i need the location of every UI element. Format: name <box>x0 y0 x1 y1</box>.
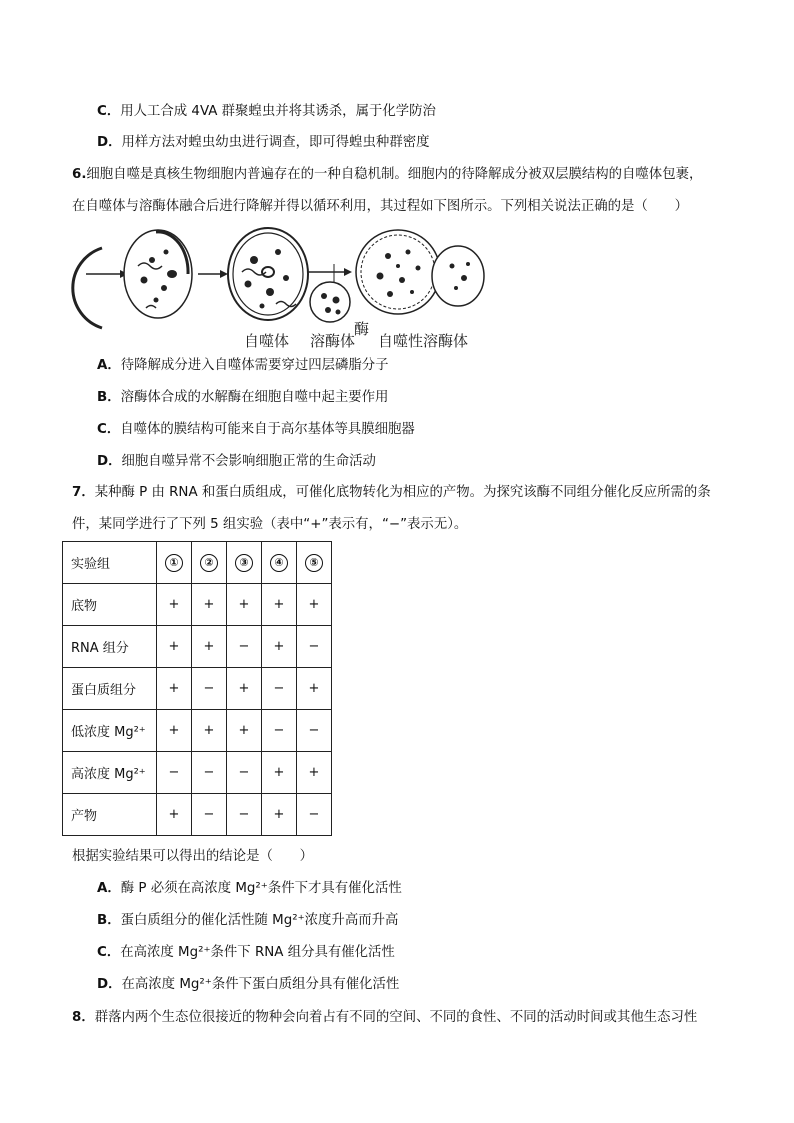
option-letter: A． <box>97 881 121 896</box>
group-header: ② <box>192 542 227 584</box>
row-label: 产物 <box>63 794 157 836</box>
table-row <box>63 752 332 794</box>
table-cell: − <box>192 668 227 710</box>
table-cell: − <box>227 626 262 668</box>
experiment-table <box>62 541 332 836</box>
table-cell: + <box>192 710 227 752</box>
question-number: 7． <box>72 485 95 500</box>
table-header-row <box>63 542 332 584</box>
question-8-line1 <box>72 1009 697 1027</box>
option-letter: C． <box>97 104 121 119</box>
row-label: 蛋白质组分 <box>63 668 157 710</box>
table-cell: + <box>227 710 262 752</box>
table-cell: + <box>192 626 227 668</box>
question-number: 6. <box>72 167 87 182</box>
table-cell: − <box>192 752 227 794</box>
table-cell: − <box>227 794 262 836</box>
option-text: 在高浓度 Mg²⁺条件下蛋白质组分具有催化活性 <box>121 977 400 992</box>
table-cell: + <box>157 626 192 668</box>
q6-option-b <box>97 389 388 407</box>
q6-option-d <box>97 453 376 471</box>
table-cell: + <box>227 668 262 710</box>
table-cell: + <box>262 794 297 836</box>
option-c-prev <box>97 103 436 121</box>
table-cell: + <box>297 584 332 626</box>
group-header: ③ <box>227 542 262 584</box>
option-letter: C． <box>97 422 121 437</box>
table-cell: + <box>157 794 192 836</box>
group-header: ① <box>157 542 192 584</box>
question-7-line2: 件，某同学进行了下列 5 组实验（表中“+”表示有，“−”表示无）。 <box>72 517 468 532</box>
label-autolysosome: 自噬性溶酶体 <box>378 332 469 350</box>
header-label: 实验组 <box>63 542 157 584</box>
label-autophagosome: 自噬体 <box>244 332 290 350</box>
table-cell: − <box>157 752 192 794</box>
question-number: 8． <box>72 1010 95 1025</box>
table-cell: + <box>262 584 297 626</box>
question-7-line1 <box>72 484 711 502</box>
option-letter: C． <box>97 945 121 960</box>
table-cell: + <box>262 752 297 794</box>
table-cell: + <box>157 710 192 752</box>
autophagy-diagram <box>68 222 488 356</box>
isolation-membrane-shape <box>73 248 102 328</box>
label-lysosome: 溶酶体 <box>310 332 356 350</box>
table-row <box>63 794 332 836</box>
table-cell: − <box>227 752 262 794</box>
table-cell: + <box>262 626 297 668</box>
table-row <box>63 626 332 668</box>
forming-autophagosome-shape <box>124 230 192 318</box>
option-text: 用人工合成 4VA 群聚蝗虫并将其诱杀，属于化学防治 <box>120 104 436 119</box>
table-cell: + <box>157 584 192 626</box>
option-letter: A． <box>97 358 121 373</box>
question-text: 群落内两个生态位很接近的物种会向着占有不同的空间、不同的食性、不同的活动时间或其他生态习性 <box>94 1010 698 1025</box>
option-text: 酶 P 必须在高浓度 Mg²⁺条件下才具有催化活性 <box>120 881 402 896</box>
question-6-line1 <box>72 166 702 184</box>
row-label: 高浓度 Mg²⁺ <box>63 752 157 794</box>
label-enzyme: 酶 <box>354 320 370 338</box>
row-label: 低浓度 Mg²⁺ <box>63 710 157 752</box>
table-cell: + <box>192 584 227 626</box>
table-cell: + <box>297 752 332 794</box>
table-cell: + <box>227 584 262 626</box>
q6-option-a <box>97 357 389 375</box>
table-cell: + <box>157 668 192 710</box>
option-text: 待降解成分进入自噬体需要穿过四层磷脂分子 <box>120 358 389 373</box>
q6-option-c <box>97 421 415 439</box>
option-text: 在高浓度 Mg²⁺条件下 RNA 组分具有催化活性 <box>120 945 395 960</box>
row-label: RNA 组分 <box>63 626 157 668</box>
option-letter: D． <box>97 135 122 150</box>
lysosome-shape <box>310 282 350 322</box>
q7-option-a <box>97 880 402 898</box>
option-letter: B． <box>97 913 121 928</box>
row-label: 底物 <box>63 584 157 626</box>
group-header: ⑤ <box>297 542 332 584</box>
question-6-line2: 在自噬体与溶酶体融合后进行降解并得以循环利用，其过程如下图所示。下列相关说法正确的是（ ） <box>72 199 688 214</box>
question-text: 某种酶 P 由 RNA 和蛋白质组成，可催化底物转化为相应的产物。为探究该酶不同组分催化反应所需的条 <box>94 485 711 500</box>
table-row <box>63 584 332 626</box>
table-cell: + <box>297 668 332 710</box>
table-row <box>63 710 332 752</box>
table-cell: − <box>297 794 332 836</box>
q7-conclusion-prompt: 根据实验结果可以得出的结论是（ ） <box>72 849 314 864</box>
option-text: 细胞自噬异常不会影响细胞正常的生命活动 <box>121 454 376 469</box>
option-d-prev <box>97 134 430 152</box>
table-cell: − <box>297 626 332 668</box>
q7-option-d <box>97 976 399 994</box>
table-cell: − <box>297 710 332 752</box>
q7-option-c <box>97 944 395 962</box>
table-row <box>63 668 332 710</box>
option-letter: D． <box>97 977 122 992</box>
table-cell: − <box>262 710 297 752</box>
option-text: 自噬体的膜结构可能来自于高尔基体等具膜细胞器 <box>120 422 415 437</box>
question-text: 细胞自噬是真核生物细胞内普遍存在的一种自稳机制。细胞内的待降解成分被双层膜结构的自噬体包裹， <box>86 167 703 182</box>
option-letter: D． <box>97 454 122 469</box>
table-cell: − <box>192 794 227 836</box>
option-text: 溶酶体合成的水解酶在细胞自噬中起主要作用 <box>120 390 389 405</box>
option-text: 用样方法对蝗虫幼虫进行调查，即可得蝗虫种群密度 <box>121 135 430 150</box>
option-letter: B． <box>97 390 121 405</box>
q7-option-b <box>97 912 398 930</box>
table-cell: − <box>262 668 297 710</box>
group-header: ④ <box>262 542 297 584</box>
option-text: 蛋白质组分的催化活性随 Mg²⁺浓度升高而升高 <box>120 913 399 928</box>
